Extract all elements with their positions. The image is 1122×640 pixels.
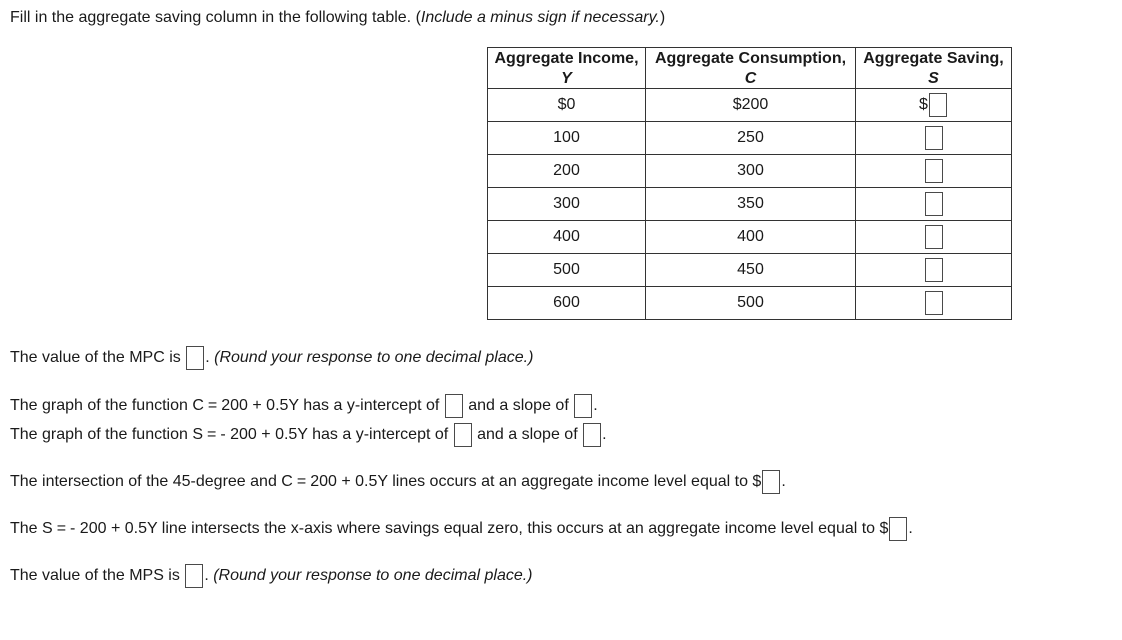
- header-saving: Aggregate Saving,: [856, 48, 1012, 69]
- consumption-cell: 300: [646, 155, 856, 188]
- saving-input-6[interactable]: [925, 258, 943, 282]
- s-graph-text-2: - 200 + 0.5Y has a y-intercept of: [220, 426, 449, 444]
- header-var-y: Y: [488, 68, 646, 89]
- intersection-text-2: 200 + 0.5Y lines occurs at an aggregate income level equal to $: [310, 473, 762, 491]
- mpc-note: (Round your response to one decimal place.): [214, 349, 534, 367]
- c-graph-text-2: 200 + 0.5Y has a y-intercept of: [221, 397, 440, 415]
- income-cell: 200: [488, 155, 646, 188]
- saving-input-5[interactable]: [925, 225, 943, 249]
- s-graph-text-1: The graph of the function S: [10, 426, 204, 444]
- saving-input-1[interactable]: [929, 93, 947, 117]
- s-line-text-2: - 200 + 0.5Y line intersects the x-axis where savings equal zero, this occurs at an aggregate income level equal to $: [70, 520, 889, 538]
- s-line-end: .: [908, 520, 913, 538]
- table-row: [488, 221, 1012, 254]
- instruction-close: ): [659, 9, 666, 26]
- c-intercept-input[interactable]: [445, 394, 463, 418]
- intersection-end: .: [781, 473, 786, 491]
- intersection-c: C: [281, 473, 293, 491]
- c-graph-end: .: [593, 397, 598, 415]
- saving-cell: [856, 254, 1012, 287]
- table-header-row: [488, 48, 1012, 69]
- income-cell: 300: [488, 188, 646, 221]
- table-row: [488, 122, 1012, 155]
- mpc-label: The value of the MPC is: [10, 349, 181, 367]
- table-row: [488, 254, 1012, 287]
- intersection-equals: =: [296, 473, 307, 491]
- saving-cell: [856, 155, 1012, 188]
- table-row: [488, 287, 1012, 320]
- income-cell: 100: [488, 122, 646, 155]
- instruction-italic: Include a minus sign if necessary.: [420, 9, 660, 26]
- consumption-cell: 350: [646, 188, 856, 221]
- s-line-input[interactable]: [889, 517, 907, 541]
- consumption-cell: 500: [646, 287, 856, 320]
- consumption-cell: $200: [646, 89, 856, 122]
- saving-table: [487, 47, 1012, 320]
- income-cell: $0: [488, 89, 646, 122]
- s-slope-input[interactable]: [583, 423, 601, 447]
- income-cell: 600: [488, 287, 646, 320]
- income-cell: 400: [488, 221, 646, 254]
- saving-input-4[interactable]: [925, 192, 943, 216]
- s-line-equals: =: [56, 520, 67, 538]
- s-graph-question: [10, 423, 607, 447]
- intersection-input[interactable]: [762, 470, 780, 494]
- table-header-var-row: [488, 68, 1012, 89]
- table-row: [488, 89, 1012, 122]
- s-graph-end: .: [602, 426, 607, 444]
- s-line-text-1: The S: [10, 520, 53, 538]
- mpc-question: [10, 346, 533, 370]
- saving-cell: [856, 122, 1012, 155]
- saving-input-2[interactable]: [925, 126, 943, 150]
- c-slope-input[interactable]: [574, 394, 592, 418]
- header-var-c: C: [646, 68, 856, 89]
- saving-dollar-prefix: $: [919, 96, 928, 114]
- intersection-question: [10, 470, 786, 494]
- header-income: Aggregate Income,: [488, 48, 646, 69]
- mpc-period: .: [205, 349, 210, 367]
- saving-cell: [856, 221, 1012, 254]
- s-line-question: [10, 517, 913, 541]
- table-row: [488, 155, 1012, 188]
- mps-note: (Round your response to one decimal place.): [213, 567, 533, 585]
- saving-input-7[interactable]: [925, 291, 943, 315]
- intersection-text-1: The intersection of the 45-degree and: [10, 473, 277, 491]
- consumption-cell: 450: [646, 254, 856, 287]
- mps-question: [10, 564, 533, 588]
- s-graph-equals: =: [207, 426, 217, 444]
- saving-cell: [856, 89, 1012, 122]
- c-graph-equals: =: [207, 397, 218, 415]
- mps-label: The value of the MPS is: [10, 567, 180, 585]
- c-graph-question: [10, 394, 598, 418]
- s-intercept-input[interactable]: [454, 423, 472, 447]
- mps-period: .: [204, 567, 209, 585]
- saving-cell: [856, 188, 1012, 221]
- header-var-s: S: [856, 68, 1012, 89]
- consumption-cell: 250: [646, 122, 856, 155]
- c-graph-text-3: and a slope of: [468, 397, 569, 415]
- income-cell: 500: [488, 254, 646, 287]
- instruction-text: Fill in the aggregate saving column in the following table. (: [10, 9, 421, 26]
- header-consumption: Aggregate Consumption,: [646, 48, 856, 69]
- s-graph-text-3: and a slope of: [477, 426, 578, 444]
- instruction: [10, 8, 665, 28]
- c-graph-text-1: The graph of the function C: [10, 397, 204, 415]
- consumption-cell: 400: [646, 221, 856, 254]
- saving-cell: [856, 287, 1012, 320]
- saving-input-3[interactable]: [925, 159, 943, 183]
- mpc-input[interactable]: [186, 346, 204, 370]
- table-row: [488, 188, 1012, 221]
- mps-input[interactable]: [185, 564, 203, 588]
